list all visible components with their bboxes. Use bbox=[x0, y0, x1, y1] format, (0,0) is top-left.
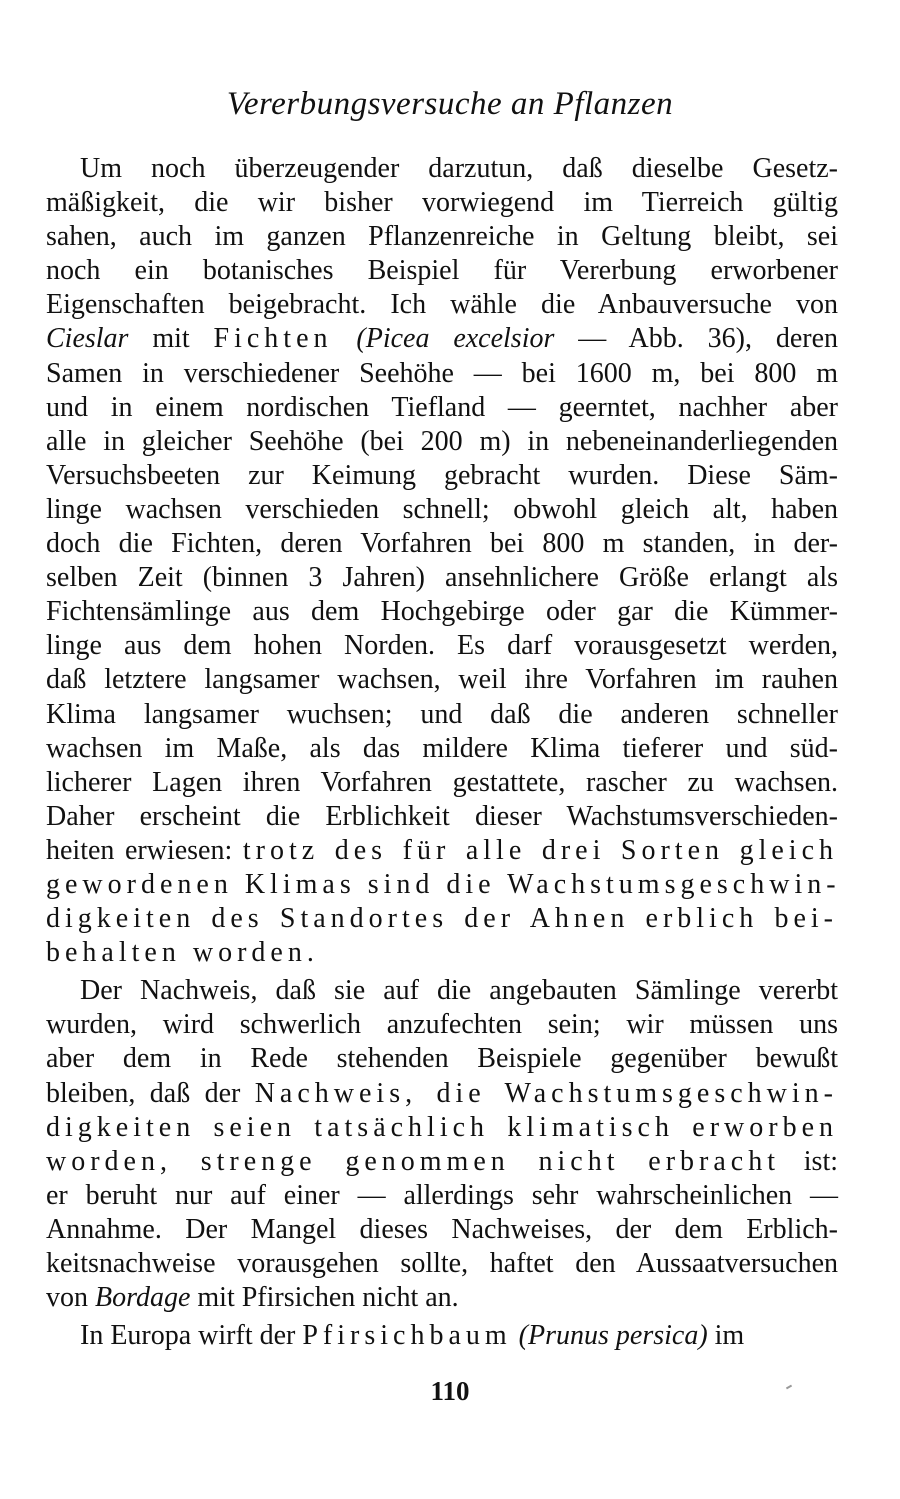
text-run: keitsnachweise vorausgehen sollte, haftet den Aussaatversuchen bbox=[46, 1248, 838, 1279]
text-run: sahen, auch im ganzen Pflanzenreiche in Geltung bleibt, sei bbox=[46, 221, 838, 253]
text-run: Der Nachweis, daß sie auf die angebauten Sämlinge vererbt bbox=[80, 975, 838, 1007]
italic-text: Cieslar bbox=[46, 323, 129, 355]
italic-text: Bordage bbox=[95, 1282, 191, 1314]
text-run: Klima langsamer wuchsen; und daß die anderen schneller bbox=[46, 698, 838, 730]
text-run: heiten erwiesen: bbox=[46, 834, 243, 866]
text-line bbox=[46, 974, 838, 1008]
text-line bbox=[46, 288, 838, 322]
text-line bbox=[46, 152, 838, 186]
text-run: Versuchsbeeten zur Keimung gebracht wurden. Diese Säm- bbox=[46, 459, 838, 491]
text-line bbox=[46, 527, 838, 561]
text-run: mit Pfirsichen nicht an. bbox=[190, 1282, 459, 1314]
text-run: im bbox=[707, 1320, 745, 1352]
page-number: 110 bbox=[430, 1376, 470, 1406]
text-line bbox=[46, 800, 838, 834]
spaced-text: Fichten bbox=[213, 323, 333, 355]
spaced-text: digkeiten seien tatsächlich klimatisch erworben bbox=[46, 1111, 838, 1143]
text-line bbox=[46, 1281, 838, 1315]
text-line bbox=[46, 766, 838, 800]
text-run: doch die Fichten, deren Vorfahren bei 800 m standen, in der- bbox=[46, 528, 838, 560]
text-run: Annahme. Der Mangel dieses Nachweises, der dem Erblich- bbox=[46, 1213, 838, 1245]
text-line bbox=[46, 1042, 838, 1076]
italic-text: (Prunus persica) bbox=[518, 1320, 708, 1352]
text-line bbox=[46, 391, 838, 425]
text-run: wachsen im Maße, als das mildere Klima tieferer und süd- bbox=[46, 732, 838, 764]
text-line bbox=[46, 1008, 838, 1042]
text-run: alle in gleicher Seehöhe (bei 200 m) in nebeneinanderliegenden bbox=[46, 425, 838, 457]
text-line bbox=[46, 732, 838, 766]
text-line bbox=[46, 459, 838, 493]
text-line bbox=[46, 425, 838, 459]
text-line bbox=[46, 561, 838, 595]
text-line bbox=[46, 1077, 838, 1111]
text-run: mit bbox=[128, 323, 214, 355]
text-line bbox=[46, 834, 838, 868]
text-run: Samen in verschiedener Seehöhe — bei 1600 m, bei 800 m bbox=[46, 357, 838, 389]
text-run: daß letztere langsamer wachsen, weil ihre Vorfahren im rauhen bbox=[46, 664, 838, 696]
text-run: Eigenschaften beigebracht. Ich wähle die Anbauversuche von bbox=[46, 289, 838, 321]
paragraph bbox=[46, 974, 838, 1315]
text-run: noch ein botanisches Beispiel für Vererbung erworbener bbox=[46, 255, 838, 287]
paragraph bbox=[46, 152, 841, 970]
spaced-text: behalten worden. bbox=[46, 937, 319, 969]
text-line bbox=[46, 663, 838, 697]
text-line bbox=[46, 698, 838, 732]
text-run: bleiben, daß der bbox=[46, 1077, 255, 1109]
text-run: und in einem nordischen Tiefland — geerntet, nachher aber bbox=[46, 391, 838, 423]
body-text bbox=[46, 152, 841, 1353]
spaced-text: worden, strenge genommen nicht erbracht bbox=[46, 1145, 780, 1177]
text-line bbox=[46, 902, 838, 936]
text-run: ist: bbox=[780, 1145, 838, 1177]
text-line bbox=[46, 1179, 838, 1213]
text-run: aber dem in Rede stehenden Beispiele gegenüber bewußt bbox=[46, 1043, 838, 1075]
text-run: linge wachsen verschieden schnell; obwohl gleich alt, haben bbox=[46, 493, 838, 525]
text-line bbox=[46, 1319, 838, 1353]
spaced-text: trotz des für alle drei Sorten gleich bbox=[242, 834, 838, 866]
text-line bbox=[46, 1145, 838, 1179]
text-line bbox=[46, 254, 838, 288]
italic-text: (Picea excelsior bbox=[356, 323, 555, 355]
text-run bbox=[333, 323, 357, 354]
spaced-text: Nachweis, die Wachstumsgeschwin- bbox=[254, 1077, 839, 1109]
spaced-text: Pfirsichbaum bbox=[302, 1320, 512, 1352]
spaced-text: digkeiten des Standortes der Ahnen erblich bei- bbox=[46, 903, 838, 935]
text-run: In Europa wirft der bbox=[80, 1320, 303, 1352]
text-line bbox=[46, 357, 838, 391]
text-line bbox=[46, 629, 838, 663]
text-run: Um noch überzeugender darzutun, daß dieselbe Gesetz- bbox=[80, 153, 838, 184]
text-line bbox=[46, 1247, 838, 1281]
text-line bbox=[46, 186, 838, 220]
text-run: Daher erscheint die Erblichkeit dieser Wachstumsverschieden- bbox=[46, 800, 838, 832]
text-run: er beruht nur auf einer — allerdings sehr wahrscheinlichen — bbox=[46, 1179, 838, 1211]
spaced-text: gewordenen Klimas sind die Wachstumsgeschwin- bbox=[46, 868, 841, 900]
running-head: Vererbungsversuche an Pflanzen bbox=[226, 86, 674, 122]
text-run: Fichtensämlinge aus dem Hochgebirge oder gar die Kümmer- bbox=[46, 596, 838, 628]
text-line bbox=[46, 220, 838, 254]
text-run bbox=[512, 1320, 519, 1351]
text-line bbox=[46, 1111, 838, 1145]
text-run: — Abb. 36), deren bbox=[554, 323, 838, 355]
text-line bbox=[46, 1213, 838, 1247]
text-line bbox=[46, 322, 838, 356]
text-line bbox=[46, 868, 841, 902]
text-line bbox=[46, 936, 838, 970]
text-run: licherer Lagen ihren Vorfahren gestattete, rascher zu wachsen. bbox=[46, 766, 838, 798]
text-line bbox=[46, 595, 838, 629]
paragraph bbox=[46, 1319, 838, 1353]
text-run: selben Zeit (binnen 3 Jahren) ansehnlichere Größe erlangt als bbox=[46, 562, 838, 594]
text-run: linge aus dem hohen Norden. Es darf vorausgesetzt werden, bbox=[46, 630, 838, 662]
text-line bbox=[46, 493, 838, 527]
text-run: von bbox=[46, 1282, 95, 1314]
text-run: mäßigkeit, die wir bisher vorwiegend im Tierreich gültig bbox=[46, 187, 838, 219]
text-run: wurden, wird schwerlich anzufechten sein; wir müssen uns bbox=[46, 1009, 838, 1041]
